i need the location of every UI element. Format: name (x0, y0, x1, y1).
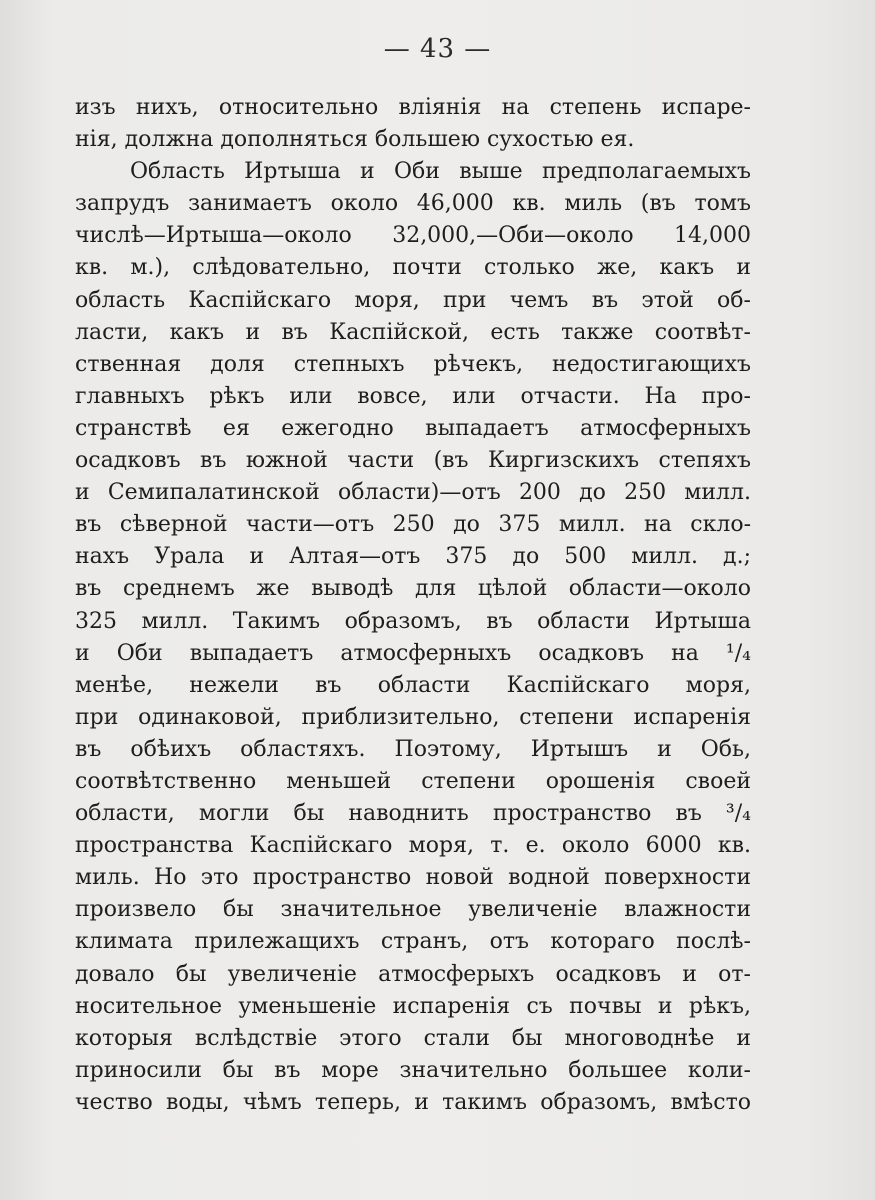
text-line: нія, должна дополняться большею сухостью ея. (75, 127, 635, 153)
page-number: — 43 — (383, 34, 492, 64)
text-line: нахъ Урала и Алтая—отъ 375 до 500 милл. д.; (75, 544, 751, 570)
text-line: 325 милл. Такимъ образомъ, въ области Иртыша (75, 608, 751, 634)
text-line: главныхъ рѣкъ или вовсе, или отчасти. На про- (75, 383, 751, 409)
text-line: въ обѣихъ областяхъ. Поэтому, Иртышъ и Обь, (75, 736, 751, 762)
text-line: странствѣ ея ежегодно выпадаетъ атмосферныхъ (75, 415, 751, 441)
text-line: области, могли бы наводнить пространство въ ³/₄ (75, 801, 751, 827)
text-line: осадковъ въ южной части (въ Киргизскихъ степяхъ (75, 448, 751, 474)
text-line: приносили бы въ море значительно большее коли- (75, 1057, 751, 1083)
text-line: въ сѣверной части—отъ 250 до 375 милл. на скло- (75, 512, 751, 538)
text-line: изъ нихъ, относительно вліянія на степень испаре- (75, 95, 751, 120)
text-line: кв. м.), слѣдовательно, почти столько же, какъ и (75, 255, 751, 281)
text-line: климата прилежащихъ странъ, отъ котораго послѣ- (75, 929, 751, 955)
text-line: и Оби выпадаетъ атмосферныхъ осадковъ на ¹/₄ (75, 640, 751, 666)
text-line: запрудъ занимаетъ около 46,000 кв. миль (въ томъ (75, 191, 751, 217)
text-line: Область Иртыша и Оби выше предполагаемыхъ (130, 159, 751, 185)
text-line: довало бы увеличеніе атмосферыхъ осадковъ и от- (75, 961, 751, 987)
text-line: чество воды, чѣмъ теперь, и такимъ образомъ, вмѣсто (75, 1089, 751, 1115)
text-line: произвело бы значительное увеличеніе влажности (75, 897, 751, 923)
text-line: менѣе, нежели въ области Каспійскаго моря, (75, 672, 751, 698)
text-line: миль. Но это пространство новой водной поверхности (75, 865, 751, 891)
text-line: ласти, какъ и въ Каспійской, есть также соотвѣт- (75, 319, 751, 345)
text-line: которыя вслѣдствіе этого стали бы многоводнѣе и (75, 1025, 751, 1051)
text-line: въ среднемъ же выводѣ для цѣлой области—около (75, 576, 751, 602)
text-line: носительное уменьшеніе испаренія съ почвы и рѣкъ, (75, 993, 751, 1019)
text-line: соотвѣтственно меньшей степени орошенія своей (75, 768, 751, 794)
body-text (75, 92, 751, 1119)
text-line: и Семипалатинской области)—отъ 200 до 250 милл. (75, 480, 751, 506)
text-line: область Каспійскаго моря, при чемъ въ этой об- (75, 287, 751, 313)
text-line: пространства Каспійскаго моря, т. е. около 6000 кв. (75, 833, 751, 859)
text-line: при одинаковой, приблизительно, степени испаренія (75, 704, 751, 730)
text-line: числѣ—Иртыша—около 32,000,—Оби—около 14,000 (75, 223, 751, 249)
text-line: ственная доля степныхъ рѣчекъ, недостигающихъ (75, 351, 751, 377)
